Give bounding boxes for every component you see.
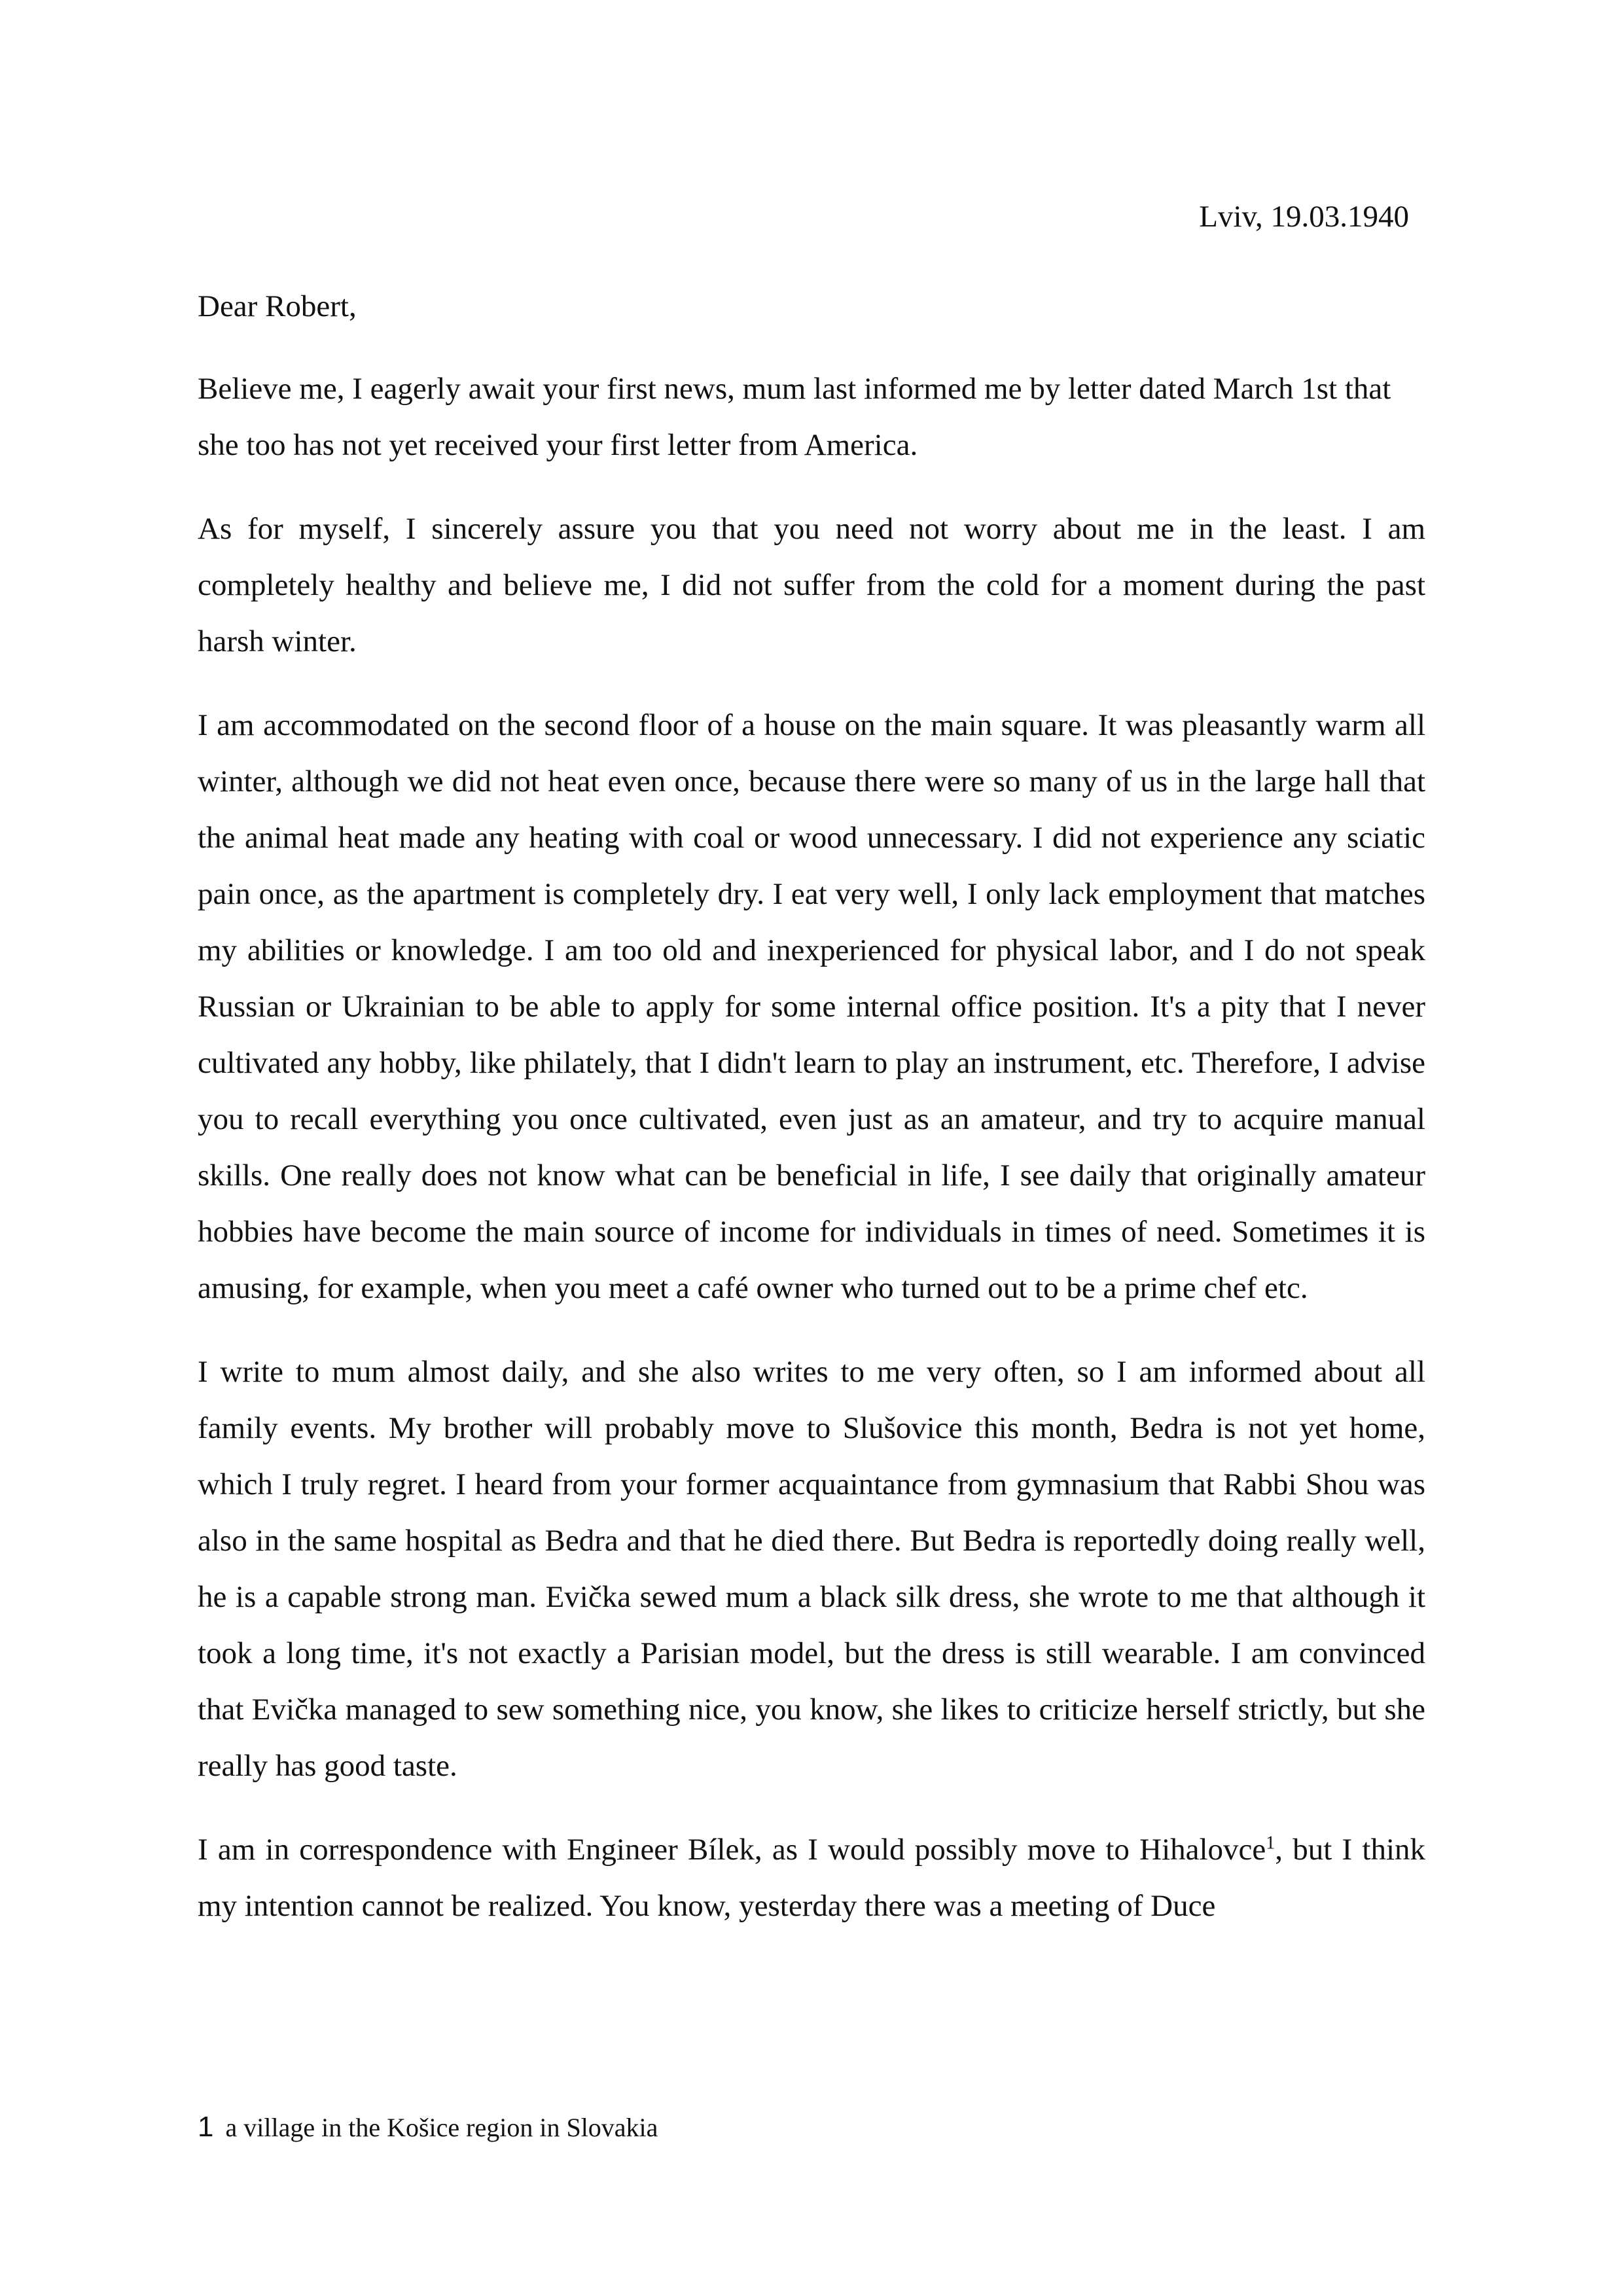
- footnote-text: a village in the Košice region in Slovakia: [225, 2113, 658, 2142]
- letter-body: [198, 278, 1425, 1962]
- footnote-marker: 1: [198, 2111, 214, 2143]
- salutation: Dear Robert,: [198, 289, 357, 323]
- paragraph-5-start: I am in correspondence with Engineer Bílek, as I would possibly move to Hihalovce: [198, 1833, 1266, 1867]
- paragraph-5-end: , but I think my intention cannot be realized. You know, yesterday there was a meeting of Duce: [198, 1833, 1425, 1923]
- paragraph-4: I write to mum almost daily, and she also writes to me very often, so I am informed about all family events. My brother will probably move to Slušovice this month, Bedra is not yet home, which I truly regret. I heard from your former acquaintance from gymnasium that Rabbi Shou was also in the same hospital as Bedra and that he died there. But Bedra is reportedly doing really well, he is a capable strong man. Evička sewed mum a black silk dress, she wrote to me that although it took a long time, it's not exactly a Parisian model, but the dress is still wearable. I am convinced that Evička managed to sew something nice, you know, she likes to criticize herself strictly, but she really has good taste.: [198, 1355, 1425, 1783]
- footnote: [198, 2108, 658, 2147]
- footnote-reference: 1: [1266, 1833, 1275, 1854]
- paragraph-1: Believe me, I eagerly await your first news, mum last informed me by letter dated March 1st that she too has not yet received your first letter from America.: [198, 372, 1391, 462]
- paragraph-5: [198, 1821, 1425, 1934]
- dateline: Lviv, 19.03.1940: [1199, 200, 1409, 234]
- paragraph-2: As for myself, I sincerely assure you that you need not worry about me in the least. I am completely healthy and believe me, I did not suffer from the cold for a moment during the past harsh winter.: [198, 512, 1425, 658]
- paragraph-3: I am accommodated on the second floor of a house on the main square. It was pleasantly warm all winter, although we did not heat even once, because there were so many of us in the large hall that the animal heat made any heating with coal or wood unnecessary. I did not experience any sciatic pain once, as the apartment is completely dry. I eat very well, I only lack employment that matches my abilities or knowledge. I am too old and inexperienced for physical labor, and I do not speak Russian or Ukrainian to be able to apply for some internal office position. It's a pity that I never cultivated any hobby, like philately, that I didn't learn to play an instrument, etc. Therefore, I advise you to recall everything you once cultivated, even just as an amateur, and try to acquire manual skills. One really does not know what can be beneficial in life, I see daily that originally amateur hobbies have become the main source of income for individuals in times of need. Sometimes it is amusing, for example, when you meet a café owner who turned out to be a prime chef etc.: [198, 708, 1425, 1305]
